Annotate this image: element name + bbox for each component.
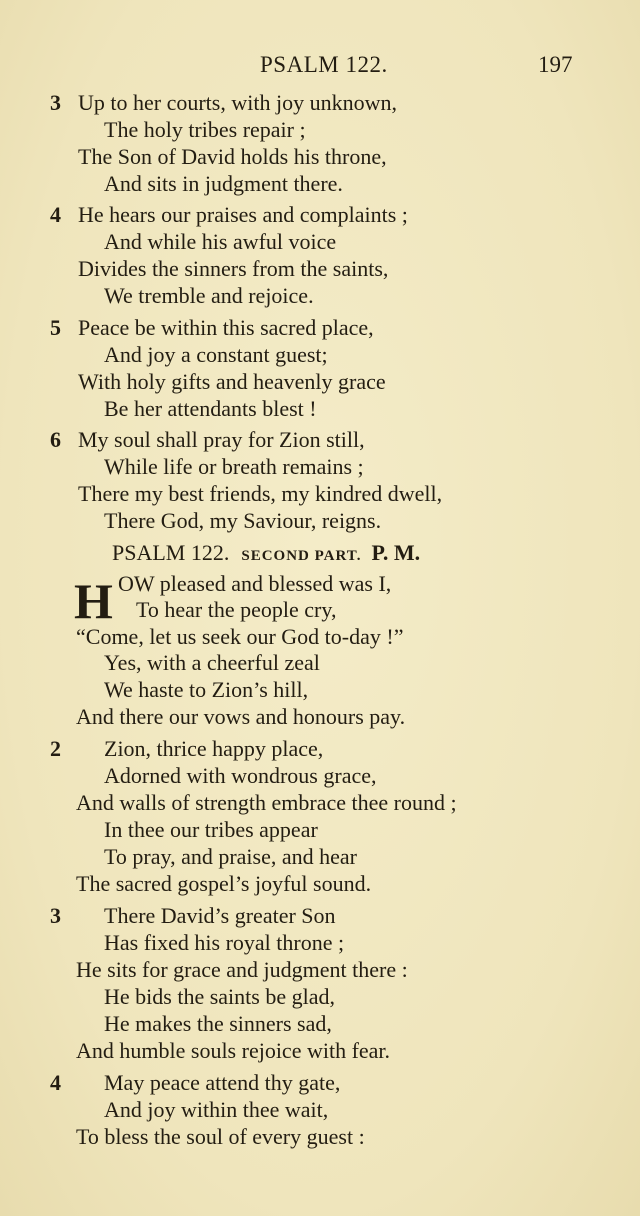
verse-line: The Son of David holds his throne, xyxy=(78,144,387,169)
page-number: 197 xyxy=(538,52,573,77)
drop-cap: H xyxy=(74,573,113,629)
verse-line: May peace attend thy gate, xyxy=(104,1070,341,1095)
verse-line: Be her attendants blest ! xyxy=(104,396,317,421)
verse-line: And joy a constant guest; xyxy=(104,342,328,367)
verse-line: “Come, let us seek our God to-day !” xyxy=(76,624,404,649)
verse-line: He makes the sinners sad, xyxy=(104,1011,332,1036)
verse-line: And joy within thee wait, xyxy=(104,1097,329,1122)
verse-line: The sacred gospel’s joyful sound. xyxy=(76,871,372,896)
psalm-heading xyxy=(112,540,420,566)
verse-line: While life or breath remains ; xyxy=(104,454,364,479)
header-title: PSALM 122. xyxy=(260,52,388,77)
verse-line: With holy gifts and heavenly grace xyxy=(78,369,386,394)
verse-line: My soul shall pray for Zion still, xyxy=(78,427,365,452)
stanza-number: 4 xyxy=(50,1070,61,1095)
verse-line: He bids the saints be glad, xyxy=(104,984,335,1009)
verse-line: Has fixed his royal throne ; xyxy=(104,930,345,955)
stanza-number: 2 xyxy=(50,736,61,761)
running-header xyxy=(0,52,640,82)
verse-line: OW pleased and blessed was I, xyxy=(118,571,392,596)
verse-line: Peace be within this sacred place, xyxy=(78,315,374,340)
verse-line: And there our vows and honours pay. xyxy=(76,704,406,729)
verse-line: He hears our praises and complaints ; xyxy=(78,202,408,227)
verse-line: There my best friends, my kindred dwell, xyxy=(78,481,443,506)
verse-line: In thee our tribes appear xyxy=(104,817,318,842)
verse-line: Adorned with wondrous grace, xyxy=(104,763,377,788)
verse-line: And sits in judgment there. xyxy=(104,171,343,196)
stanza-number: 5 xyxy=(50,315,61,340)
verse-line: Zion, thrice happy place, xyxy=(104,736,324,761)
verse-line: We haste to Zion’s hill, xyxy=(104,677,309,702)
verse-line: Divides the sinners from the saints, xyxy=(78,256,389,281)
verse-line: We tremble and rejoice. xyxy=(104,283,314,308)
verse-line: Up to her courts, with joy unknown, xyxy=(78,90,397,115)
verse-line: To bless the soul of every guest : xyxy=(76,1124,365,1149)
stanza-number: 6 xyxy=(50,427,61,452)
verse-line: And walls of strength embrace thee round ; xyxy=(76,790,457,815)
psalm-part: SECOND PART. xyxy=(241,548,362,564)
verse-line: And humble souls rejoice with fear. xyxy=(76,1038,391,1063)
stanza-number: 3 xyxy=(50,90,61,115)
verse-line: He sits for grace and judgment there : xyxy=(76,957,408,982)
verse-line: There God, my Saviour, reigns. xyxy=(104,508,382,533)
verse-line: To hear the people cry, xyxy=(136,597,337,622)
verse-line: There David’s greater Son xyxy=(104,903,336,928)
stanza-number: 3 xyxy=(50,903,61,928)
verse-line: To pray, and praise, and hear xyxy=(104,844,357,869)
psalm-title: PSALM 122. xyxy=(112,540,230,565)
verse-line: The holy tribes repair ; xyxy=(104,117,306,142)
psalm-meter: P. M. xyxy=(371,540,421,565)
verse-line: And while his awful voice xyxy=(104,229,337,254)
stanza-number: 4 xyxy=(50,202,61,227)
verse-line: Yes, with a cheerful zeal xyxy=(104,650,320,675)
